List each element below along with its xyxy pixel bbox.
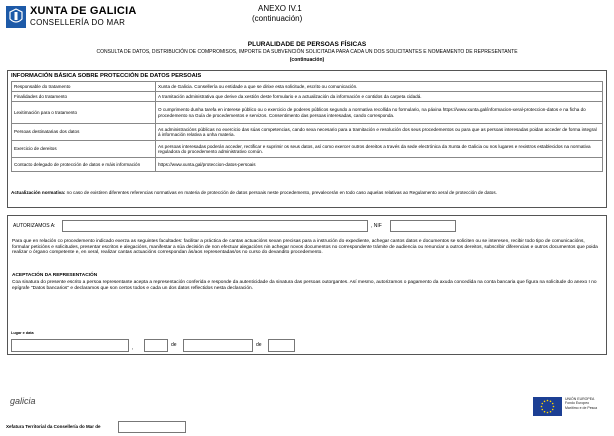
faculties-paragraph: Para que en relación co procedemento indicado exerza as seguintes facultades: facilitar a práctica de cantas actuacións sexan precisas para a instrución do expediente, achegar cantos datos e documentos se soliciten ou se interesen, recibir todo tipo de comunicacións, formular peticións e solicitudes, presentar escritos e alegacións, manifestar a súa decisión de non efectuar alegacións nin achegar novos documentos no correspondente trámite de audiencia ou renunciar a outros dereitos, subscribir diferencias e outros documentos que poida realizar o órgano competente e, en xeral, realizar cantas actuacións correspondan ás/aos representadas/os no curso do devandito procedemento. [12,239,598,256]
comma-separator: , [132,345,134,351]
acceptance-title: ACEPTACIÓN DA REPRESENTACIÓN [12,273,98,278]
org-department: CONSELLERÍA DO MAR [30,18,126,27]
row-value: As persoas interesadas poderán acceder, rectificar e suprimir os seus datos, así como exercer outros dereitos a través da sede electrónica da Xunta de Galicia ou nos lugares e rexistros establecidos na normativa reguladora do procedemento administrativo común. [156,141,603,158]
representative-name-input[interactable] [62,220,368,232]
place-date-label: Lugar e data [11,331,34,335]
row-value: Xunta de Galicia. Consellería ou entidade a que se dirixe esta solicitude, escrito ou comunicación. [156,82,603,92]
table-row [12,158,603,172]
annex-label: ANEXO IV.1 [258,4,302,13]
day-input[interactable] [144,339,168,352]
form-subtitle: CONSULTA DE DATOS, DISTRIBUCIÓN DE COMPROMISOS, IMPORTE DA SUBVENCIÓN SOLICITADA PARA CADA UN DOS SOLICITANTES E NOMEAMENTO DE REPRESENTANTE [96,49,518,55]
row-value: O cumprimento dunha tarefa en interese público ou o exercicio de poderes públicos segundo a normativa recollida no formulario, na páxina https://www.xunta.gal/informacion-xeral-proteccion-datos e na ficha do procedemento na Guía de procedementos e servizos. Consentimento das persoas interesadas, cando corresponda. [156,102,603,124]
galicia-logo: galicia [10,396,36,406]
eu-text-line: Fondo Europeo [565,401,590,406]
territorial-office-input[interactable] [118,421,186,433]
acceptance-paragraph: Coa sinatura do presente escrito a persoa representante acepta a representación conferida e responde da autenticidade da sinatura das persoas outorgantes. Así mesmo, autorizamos o pagamento da axuda concedida na conta bancaria que figura na solicitude do anexo I no epígrafe "Datos bancarios" e declaramos que son certos todos e cada un dos datos reflectidos nesta declaración. [12,280,597,291]
row-value: As administracións públicas no exercicio das súas competencias, cando sexa necesario para a tramitación e resolución dos seus procedementos ou para que as persoas interesadas poidan acceder de forma integral á información relativa a unha materia. [156,124,603,141]
normative-update [11,190,605,196]
row-label: Responsable do tratamento [12,82,156,92]
normative-text: no caso de existiren diferentes referencias normativas en materia de protección de datos persoais neste procedemento, prevalecerán en todo caso aquelas relativas ao Regulamento xeral de protección de datos. [65,190,497,195]
authorize-label: AUTORIZAMOS A: [13,223,56,229]
form-title: PLURALIDADE DE PERSOAS FÍSICAS [247,41,367,48]
table-row [12,124,603,141]
nif-label: , NIF [371,223,382,229]
territorial-office-label: Xefatura Territorial da Consellería do Mar de [6,424,101,429]
normative-label: Actualización normativa: [11,190,66,195]
eu-stars [533,397,562,416]
form-subtitle-continuation: (continuación) [289,57,325,63]
year-input[interactable] [268,339,295,352]
row-label: Finalidades do tratamento [12,92,156,102]
xunta-logo [6,6,26,28]
table-row [12,92,603,102]
month-input[interactable] [183,339,253,352]
row-label: Lexitimación para o tratamento [12,102,156,124]
eu-text-line: UNIÓN EUROPEA [565,397,595,401]
de-separator: de [256,342,262,348]
org-name: XUNTA DE GALICIA [30,5,137,17]
row-value: https://www.xunta.gal/proteccion-datos-persoais [156,158,603,172]
row-label: Persoas destinatarias dos datos [12,124,156,141]
eu-flag-icon [533,397,562,416]
table-row [12,102,603,124]
annex-continuation: (continuación) [252,14,303,23]
eu-text-line: Marítimo e de Pesca [565,405,598,410]
nif-input[interactable] [390,220,456,232]
row-label: Exercicio de dereitos [12,141,156,158]
data-protection-table [11,81,603,172]
row-value: A tramitación administrativa que derive da xestión deste formulario e a actualización da información e contidos da carpeta cidadá. [156,92,603,102]
de-separator: de [171,342,177,348]
place-input[interactable] [11,339,129,352]
table-row [12,82,603,92]
table-row [12,141,603,158]
eu-fund-text [565,397,597,410]
data-protection-title: INFORMACIÓN BÁSICA SOBRE PROTECCIÓN DE DATOS PERSOAIS [11,73,202,79]
row-label: Contacto delegado de protección de datos e máis información [12,158,156,172]
